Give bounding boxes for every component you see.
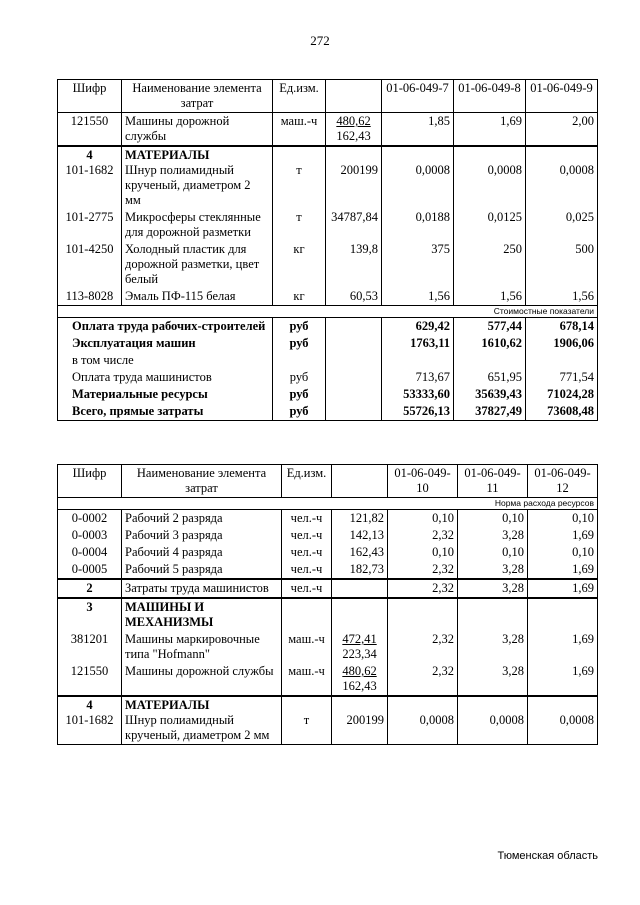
page-number: 272 — [310, 33, 330, 48]
unit-cell — [273, 352, 326, 369]
price-bottom: 162,43 — [342, 679, 377, 693]
price-bottom: 223,34 — [342, 647, 377, 661]
value-cell: 3,28 — [458, 631, 528, 663]
value-cell — [382, 352, 454, 369]
header-col: 01-06-049-11 — [458, 465, 528, 498]
value-cell: 0,10 — [388, 510, 458, 528]
price-value: 200199 — [340, 163, 378, 177]
table-row — [58, 241, 598, 288]
price-cell: 121,82 — [332, 510, 388, 528]
price-top: 480,62 — [336, 114, 371, 128]
price-cell — [326, 146, 382, 209]
unit-cell — [273, 146, 326, 209]
summary-row — [58, 386, 598, 403]
value-cell: 1,69 — [528, 561, 598, 579]
table-header — [58, 465, 598, 498]
code-cell: 0-0005 — [58, 561, 122, 579]
value-cell: 3,28 — [458, 663, 528, 696]
code-cell: 2 — [58, 579, 122, 598]
summary-label: Материальные ресурсы — [58, 386, 273, 403]
value-cell: 3,28 — [458, 579, 528, 598]
summary-label: в том числе — [58, 352, 273, 369]
value: 0,0008 — [415, 163, 450, 177]
unit-cell: т — [273, 209, 326, 241]
summary-label: Оплата труда рабочих-строителей — [58, 318, 273, 336]
value-cell: 500 — [526, 241, 598, 288]
value-cell — [528, 598, 598, 631]
value-cell: 2,32 — [388, 631, 458, 663]
value-cell: 1763,11 — [382, 335, 454, 352]
price-cell — [332, 696, 388, 745]
price-bottom: 162,43 — [336, 129, 371, 143]
unit-cell: руб — [273, 386, 326, 403]
value-cell — [382, 146, 454, 209]
name-cell: Эмаль ПФ-115 белая — [122, 288, 273, 306]
value-cell: 651,95 — [454, 369, 526, 386]
summary-label: Оплата труда машинистов — [58, 369, 273, 386]
table-row — [58, 113, 598, 147]
value: 0,0008 — [487, 163, 522, 177]
region-footer: Тюменская область — [497, 850, 598, 862]
summary-row — [58, 403, 598, 421]
value-cell: 71024,28 — [526, 386, 598, 403]
header-code: Шифр — [58, 80, 122, 113]
value-cell — [454, 146, 526, 209]
header-col: 01-06-049-8 — [454, 80, 526, 113]
value-cell: 2,00 — [526, 113, 598, 147]
unit-cell: кг — [273, 288, 326, 306]
price-cell: 142,13 — [332, 527, 388, 544]
code-cell: 0-0003 — [58, 527, 122, 544]
value-cell: 1,69 — [528, 663, 598, 696]
value-cell: 1610,62 — [454, 335, 526, 352]
value-cell: 713,67 — [382, 369, 454, 386]
table-row — [58, 209, 598, 241]
value-cell — [454, 352, 526, 369]
summary-label: Всего, прямые затраты — [58, 403, 273, 421]
value-cell: 375 — [382, 241, 454, 288]
unit-value: т — [296, 163, 302, 177]
value-cell: 0,10 — [528, 510, 598, 528]
value-cell: 0,0188 — [382, 209, 454, 241]
price-cell: 60,53 — [326, 288, 382, 306]
unit-cell: чел.-ч — [282, 544, 332, 561]
price-value: 200199 — [346, 713, 384, 727]
code-cell: 0-0002 — [58, 510, 122, 528]
value-cell: 0,0125 — [454, 209, 526, 241]
name-cell — [122, 696, 282, 745]
price-cell — [332, 631, 388, 663]
section-number: 3 — [58, 598, 122, 631]
table-row — [58, 579, 598, 598]
section-title: МАТЕРИАЛЫ — [125, 698, 210, 712]
section-row — [58, 598, 598, 631]
value-cell: 0,10 — [528, 544, 598, 561]
value-cell: 0,10 — [458, 544, 528, 561]
header-unit: Ед.изм. — [273, 80, 326, 113]
value-cell: 1,69 — [454, 113, 526, 147]
code-cell — [58, 146, 122, 209]
unit-cell: маш.-ч — [282, 663, 332, 696]
value-cell: 629,42 — [382, 318, 454, 336]
price-cell: 139,8 — [326, 241, 382, 288]
value-cell: 1,69 — [528, 631, 598, 663]
section-number: 4 — [86, 148, 93, 162]
value: 0,0008 — [419, 713, 454, 727]
value-cell: 0,10 — [458, 510, 528, 528]
price-cell — [332, 663, 388, 696]
subheader-row — [58, 306, 598, 318]
table-row — [58, 696, 598, 745]
price-top: 472,41 — [342, 632, 377, 646]
value: 0,0008 — [559, 163, 594, 177]
subheader-label: Стоимостные показатели — [58, 306, 598, 318]
table-header — [58, 80, 598, 113]
summary-label: Эксплуатация машин — [58, 335, 273, 352]
price-cell — [332, 579, 388, 598]
value-cell: 1,85 — [382, 113, 454, 147]
value-cell: 771,54 — [526, 369, 598, 386]
price-cell — [326, 113, 382, 147]
price-cell — [326, 386, 382, 403]
value-cell — [458, 696, 528, 745]
value-cell — [458, 598, 528, 631]
unit-cell: руб — [273, 318, 326, 336]
unit-cell: маш.-ч — [282, 631, 332, 663]
name-cell: Рабочий 3 разряда — [122, 527, 282, 544]
unit-cell: кг — [273, 241, 326, 288]
summary-row — [58, 335, 598, 352]
code-value: 101-1682 — [65, 163, 114, 177]
name-cell: Затраты труда машинистов — [122, 579, 282, 598]
price-top: 480,62 — [342, 664, 377, 678]
name-cell: Холодный пластик для дорожной разметки, цвет белый — [122, 241, 273, 288]
header-price — [332, 465, 388, 498]
resource-table-2 — [57, 464, 598, 745]
unit-cell: чел.-ч — [282, 579, 332, 598]
value-cell: 53333,60 — [382, 386, 454, 403]
price-cell — [326, 369, 382, 386]
value-cell: 1,69 — [528, 527, 598, 544]
value-cell: 1,56 — [454, 288, 526, 306]
value-cell — [388, 696, 458, 745]
unit-cell: руб — [273, 335, 326, 352]
unit-cell — [282, 598, 332, 631]
table-row — [58, 561, 598, 579]
name-cell: Рабочий 4 разряда — [122, 544, 282, 561]
header-col: 01-06-049-10 — [388, 465, 458, 498]
value: 0,0008 — [489, 713, 524, 727]
code-cell: 101-4250 — [58, 241, 122, 288]
price-cell — [326, 335, 382, 352]
value-cell: 250 — [454, 241, 526, 288]
value-cell: 1,69 — [528, 579, 598, 598]
code-cell: 113-8028 — [58, 288, 122, 306]
section-number: 4 — [86, 698, 93, 712]
value-cell — [388, 598, 458, 631]
section-title: МАШИНЫ И МЕХАНИЗМЫ — [122, 598, 282, 631]
code-cell: 0-0004 — [58, 544, 122, 561]
table-row — [58, 510, 598, 528]
code-cell — [58, 696, 122, 745]
value-cell: 1906,06 — [526, 335, 598, 352]
name-cell: Машины дорожной службы — [122, 663, 282, 696]
value-cell: 0,025 — [526, 209, 598, 241]
section-title: МАТЕРИАЛЫ — [125, 148, 210, 162]
header-col: 01-06-049-9 — [526, 80, 598, 113]
name-cell: Машины дорожной службы — [122, 113, 273, 147]
value-cell: 2,32 — [388, 561, 458, 579]
header-unit: Ед.изм. — [282, 465, 332, 498]
header-price — [326, 80, 382, 113]
value-cell: 3,28 — [458, 527, 528, 544]
table-row — [58, 288, 598, 306]
subheader-label: Норма расхода ресурсов — [58, 498, 598, 510]
value-cell: 2,32 — [388, 663, 458, 696]
unit-cell: руб — [273, 403, 326, 421]
price-cell: 182,73 — [332, 561, 388, 579]
value-cell: 678,14 — [526, 318, 598, 336]
header-col: 01-06-049-12 — [528, 465, 598, 498]
subheader-row — [58, 498, 598, 510]
code-cell: 121550 — [58, 113, 122, 147]
header-name: Наименование элемента затрат — [122, 80, 273, 113]
value-cell: 35639,43 — [454, 386, 526, 403]
resource-table-1 — [57, 79, 598, 421]
value-cell: 1,56 — [382, 288, 454, 306]
name-cell — [122, 146, 273, 209]
name-value: Шнур полиамидный крученый, диаметром 2 мм — [125, 713, 270, 742]
table-row — [58, 544, 598, 561]
header-code: Шифр — [58, 465, 122, 498]
unit-cell: маш.-ч — [273, 113, 326, 147]
price-cell — [326, 403, 382, 421]
unit-cell: чел.-ч — [282, 561, 332, 579]
value-cell — [526, 352, 598, 369]
price-cell — [332, 598, 388, 631]
price-cell — [326, 352, 382, 369]
table-row — [58, 663, 598, 696]
name-cell: Микросферы стеклянные для дорожной разметки — [122, 209, 273, 241]
value-cell: 55726,13 — [382, 403, 454, 421]
value-cell — [528, 696, 598, 745]
code-cell: 121550 — [58, 663, 122, 696]
value-cell: 2,32 — [388, 579, 458, 598]
unit-value: т — [303, 713, 310, 727]
unit-cell: чел.-ч — [282, 510, 332, 528]
name-cell: Машины маркировочные типа "Hofmann" — [122, 631, 282, 663]
unit-cell — [282, 696, 332, 745]
unit-cell: чел.-ч — [282, 527, 332, 544]
value-cell: 37827,49 — [454, 403, 526, 421]
summary-row — [58, 352, 598, 369]
header-col: 01-06-049-7 — [382, 80, 454, 113]
name-cell: Рабочий 5 разряда — [122, 561, 282, 579]
summary-row — [58, 318, 598, 336]
price-cell: 162,43 — [332, 544, 388, 561]
value-cell: 73608,48 — [526, 403, 598, 421]
value-cell: 1,56 — [526, 288, 598, 306]
price-cell: 34787,84 — [326, 209, 382, 241]
value-cell — [526, 146, 598, 209]
header-name: Наименование элемента затрат — [122, 465, 282, 498]
value-cell: 577,44 — [454, 318, 526, 336]
summary-row — [58, 369, 598, 386]
value-cell: 0,10 — [388, 544, 458, 561]
value-cell: 3,28 — [458, 561, 528, 579]
name-value: Шнур полиамидный крученый, диаметром 2 мм — [125, 163, 251, 207]
code-cell: 101-2775 — [58, 209, 122, 241]
value-cell: 2,32 — [388, 527, 458, 544]
value: 0,0008 — [559, 713, 594, 727]
price-cell — [326, 318, 382, 336]
code-cell: 381201 — [58, 631, 122, 663]
table-row — [58, 146, 598, 209]
name-cell: Рабочий 2 разряда — [122, 510, 282, 528]
code-value: 101-1682 — [65, 713, 114, 727]
table-row — [58, 631, 598, 663]
unit-cell: руб — [273, 369, 326, 386]
table-row — [58, 527, 598, 544]
